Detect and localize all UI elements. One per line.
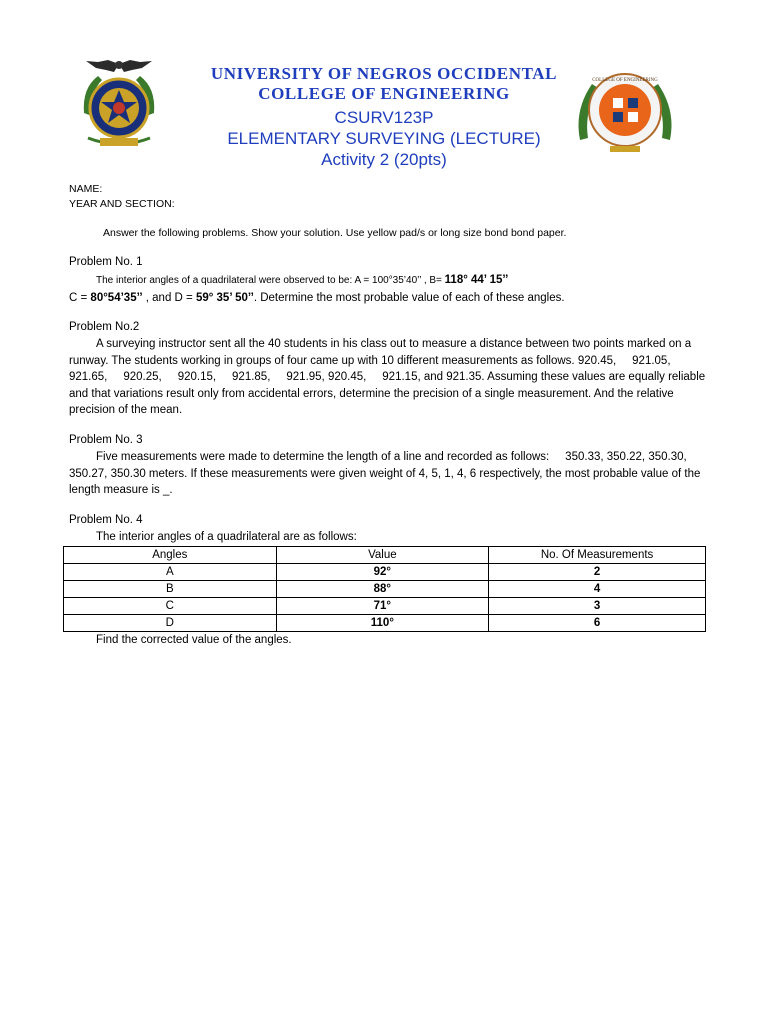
column-header-angles: Angles	[64, 547, 277, 564]
value-cell: 88°	[276, 581, 489, 598]
column-header-value: Value	[276, 547, 489, 564]
table-row	[64, 564, 706, 581]
university-name: UNIVERSITY OF NEGROS OCCIDENTAL	[210, 64, 558, 83]
problem-4-title: Problem No. 4	[69, 514, 143, 526]
angle-b-value: 118° 44’ 15’’	[444, 274, 509, 286]
angle-d-value: 59° 35’ 50’’	[195, 291, 254, 304]
angle-cell: A	[64, 564, 277, 581]
problem-2-title: Problem No.2	[69, 321, 140, 333]
instructions: Answer the following problems. Show your solution. Use yellow pad/s or long size bond bond paper.	[103, 227, 567, 239]
document-header	[168, 64, 600, 170]
problem-3-body	[69, 449, 709, 499]
college-name: COLLEGE OF ENGINEERING	[258, 84, 510, 103]
problem-3-text: Five measurements were made to determine the length of a line and recorded as follows: 350.33, 350.22, 350.30, 350.27, 350.30 meters. If these measurements were given weight of 4, 5, 1, 4, 6 respectively, the most probable value of the length measure is _.	[69, 451, 704, 496]
angle-cell: C	[64, 598, 277, 615]
college-of-engineering-seal-icon	[572, 70, 678, 156]
measurements-cell: 6	[489, 615, 706, 632]
problem-1-question: . Determine the most probable value of each of these angles.	[253, 291, 565, 304]
problem-1-line1: The interior angles of a quadrilateral were observed to be: A = 100°35’40’’ , B=	[96, 275, 445, 286]
table-header-row	[64, 547, 706, 564]
angle-d-label: , and D =	[142, 291, 196, 304]
value-cell: 71°	[276, 598, 489, 615]
table-row	[64, 615, 706, 632]
measurements-cell: 4	[489, 581, 706, 598]
university-seal-icon	[78, 58, 160, 150]
problem-3-title: Problem No. 3	[69, 434, 143, 446]
angles-table-wrap	[63, 546, 706, 632]
problem-1-title: Problem No. 1	[69, 256, 143, 268]
course-title: ELEMENTARY SURVEYING (LECTURE)	[227, 129, 541, 148]
angle-c-label: C =	[69, 291, 91, 304]
measurements-cell: 3	[489, 598, 706, 615]
problem-4-intro: The interior angles of a quadrilateral are as follows:	[96, 531, 357, 543]
name-label: NAME:	[69, 183, 103, 195]
angle-c-value: 80°54’35’’	[90, 291, 143, 304]
course-code: CSURV123P	[334, 108, 434, 127]
problem-1-body	[69, 272, 709, 306]
table-row	[64, 581, 706, 598]
value-cell: 92°	[276, 564, 489, 581]
problem-2-text: A surveying instructor sent all the 40 students in his class out to measure a distance between two points marked on a runway. The students working in groups of four came up with 10 different measurements as follows. 920.45, 921.05, 921.65, 920.25, 920.15, 921.85, 921.95, 920.45, 921.15, and 921.35. Assuming these values are equally reliable and that variations result only from accidental errors, determine the precision of a single measurement. And the relative precision of the mean.	[69, 338, 709, 416]
angle-cell: B	[64, 581, 277, 598]
column-header-measurements: No. Of Measurements	[489, 547, 706, 564]
table-row	[64, 598, 706, 615]
problem-2-body	[69, 336, 709, 419]
year-section-label: YEAR AND SECTION:	[69, 198, 175, 210]
angle-cell: D	[64, 615, 277, 632]
value-cell: 110°	[276, 615, 489, 632]
seal-text: COLLEGE OF ENGINEERING	[592, 78, 658, 83]
measurements-cell: 2	[489, 564, 706, 581]
problem-4-footer: Find the corrected value of the angles.	[96, 634, 292, 646]
activity-title: Activity 2 (20pts)	[321, 150, 447, 169]
angles-table	[63, 546, 706, 632]
